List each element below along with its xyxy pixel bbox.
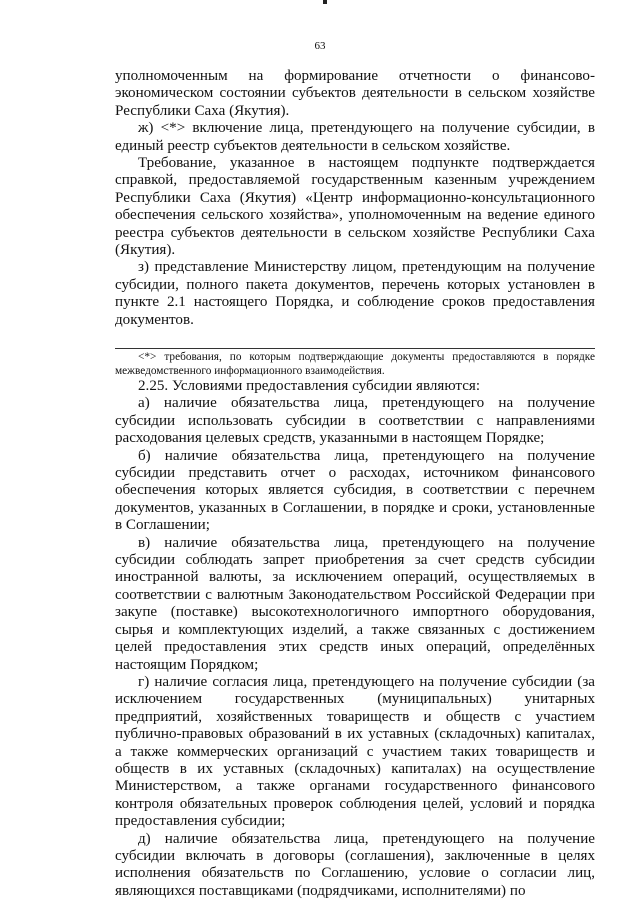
paragraph: уполномоченным на формирование отчетности о финансово-экономическом состоянии субъектов деятельности в сельском хозяйстве Республики Саха (Якутия). [115,68,595,119]
paragraph: в) наличие обязательства лица, претендующего на получение субсидии соблюдать запрет приобретения за счет средств субсидии иностранной валюты, за исключением операций, осуществляемых в соответствии с валютным Законодательством Российской Федерации при закупе (поставке) высокотехнологичного импортного оборудования, сырья и комплектующих изделий, а также связанных с достижением целей предоставления этих средств иных операций, определённых настоящим Порядком; [115,534,595,673]
scan-mark [323,0,327,4]
paragraph: г) наличие согласия лица, претендующего на получение субсидии (за исключением государственных (муниципальных) унитарных предприятий, хозяйственных товариществ и обществ с участием публично-правовых образований в их уставных (складочных) капиталах, а также коммерческих организаций с участием таких товариществ и обществ в их уставных (складочных) капиталах) на осуществление Министерством, а также органами государственного финансового контроля обязательных проверок соблюдения целей, условий и порядка предоставления субсидии; [115,673,595,830]
footnote [115,350,595,378]
paragraph: Требование, указанное в настоящем подпункте подтверждается справкой, предоставляемой государственным казенным учреждением Республики Саха (Якутия) «Центр информационно-консультационного обеспечения сельского хозяйства», уполномоченным на ведение единого реестра субъектов деятельности в сельском хозяйстве Республики Саха (Якутия). [115,155,595,259]
footnote-text: <*> требования, по которым подтверждающие документы предоставляются в порядке межведомственного информационного взаимодействия. [115,351,595,377]
paragraph: 2.25. Условиями предоставления субсидии являются: [138,378,481,394]
body-bottom [115,378,595,900]
body-top [115,68,595,329]
footnote-separator [115,348,595,349]
paragraph: ж) <*> включение лица, претендующего на получение субсидии, в единый реестр субъектов деятельности в сельском хозяйстве. [115,120,595,154]
paragraph: б) наличие обязательства лица, претендующего на получение субсидии представить отчет о расходах, источником финансового обеспечения которых является субсидия, в соответствии с перечнем документов, указанных в Соглашении, в порядке и сроки, установленные в Соглашении; [115,447,595,534]
paragraph: а) наличие обязательства лица, претендующего на получение субсидии использовать субсидии в соответствии с направлениями расходования целевых средств, указанными в настоящем Порядке; [115,395,595,447]
paragraph: д) наличие обязательства лица, претендующего на получение субсидии включать в договоры (соглашения), заключенные в целях исполнения обязательств по Соглашению, условие о согласии лиц, являющихся поставщиками (подрядчиками, исполнителями) по [115,830,595,899]
paragraph: з) представление Министерству лицом, претендующим на получение субсидии, полного пакета документов, перечень которых установлен в пункте 2.1 настоящего Порядка, и соблюдение сроков предоставления документов. [115,259,595,328]
page-number: 63 [314,40,326,52]
